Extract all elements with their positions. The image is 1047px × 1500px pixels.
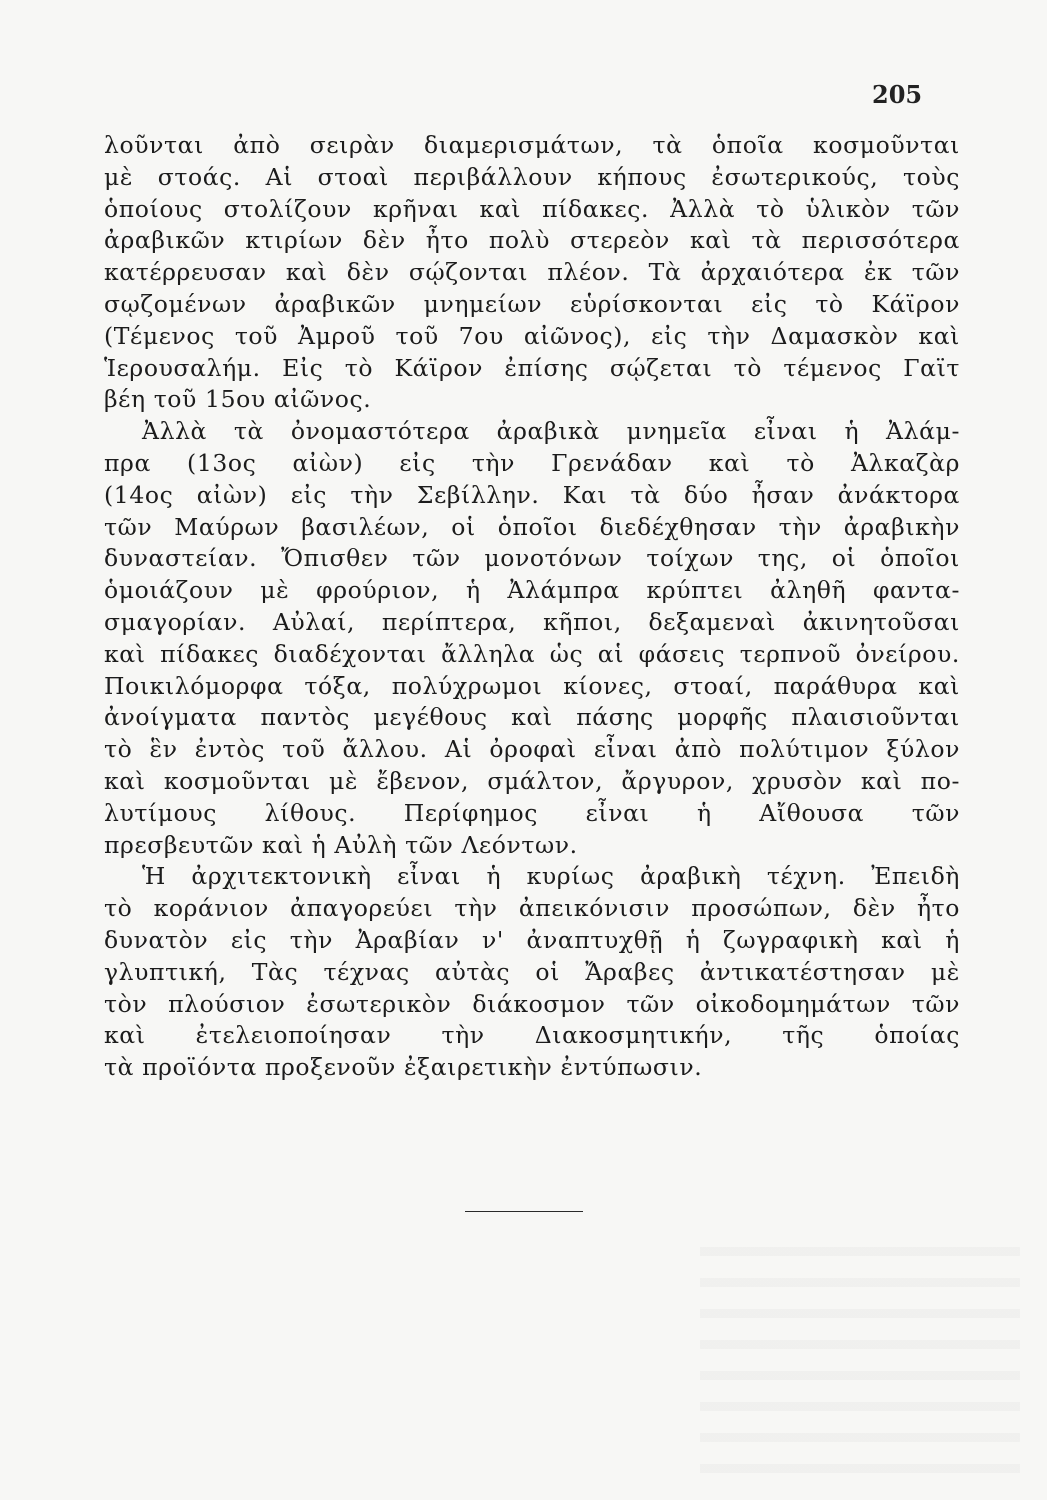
- text-line: πρεσβευτῶν καὶ ἡ Αὐλὴ τῶν Λεόντων.: [104, 830, 578, 859]
- page-number: 205: [872, 80, 923, 109]
- text-line: γλυπτική, Τὰς τέχνας αὐτὰς οἱ Ἄραβες ἀντικατέστησαν μὲ: [104, 957, 960, 986]
- text-line: Ἡ ἀρχιτεκτονικὴ εἶναι ἡ κυρίως ἀραβικὴ τέχνη. Ἐπειδὴ: [142, 862, 960, 891]
- text-line: Ἱερουσαλήμ. Εἰς τὸ Κάϊρον ἐπίσης σῴζεται τὸ τέμενος Γαϊτ: [104, 353, 960, 382]
- text-line: ἀνοίγματα παντὸς μεγέθους καὶ πάσης μορφῆς πλαισιοῦνται: [104, 703, 960, 732]
- text-line: Ποικιλόμορφα τόξα, πολύχρωμοι κίονες, στοαί, παράθυρα καὶ: [104, 671, 960, 700]
- text-line: τὰ προϊόντα προξενοῦν ἐξαιρετικὴν ἐντύπωσιν.: [104, 1053, 703, 1082]
- body-text: [104, 130, 960, 1084]
- text-line: πρα (13ος αἰὼν) εἰς τὴν Γρενάδαν καὶ τὸ Ἀλκαζὰρ: [104, 448, 960, 477]
- text-line: (14ος αἰὼν) εἰς τὴν Σεβίλλην. Και τὰ δύο ἦσαν ἀνάκτορα: [104, 480, 960, 509]
- text-line: ὁποίους στολίζουν κρῆναι καὶ πίδακες. Ἀλλὰ τὸ ὑλικὸν τῶν: [104, 194, 960, 223]
- text-line: καὶ ἐτελειοποίησαν τὴν Διακοσμητικήν, τῆς ὁποίας: [104, 1021, 960, 1050]
- text-line: σῳζομένων ἀραβικῶν μνημείων εὑρίσκονται εἰς τὸ Κάϊρον: [104, 289, 960, 318]
- text-line: τὸν πλούσιον ἐσωτερικὸν διάκοσμον τῶν οἰκοδομημάτων τῶν: [104, 989, 960, 1018]
- text-line: μὲ στοάς. Αἱ στοαὶ περιβάλλουν κήπους ἐσωτερικούς, τοὺς: [104, 162, 960, 191]
- text-line: κατέρρευσαν καὶ δὲν σῴζονται πλέον. Τὰ ἀρχαιότερα ἐκ τῶν: [104, 258, 960, 287]
- text-line: τὸ κοράνιον ἀπαγορεύει τὴν ἀπεικόνισιν προσώπων, δὲν ἦτο: [104, 894, 960, 923]
- text-line: δυνατὸν εἰς τὴν Ἀραβίαν ν' ἀναπτυχθῇ ἡ ζωγραφικὴ καὶ ἡ: [104, 925, 960, 954]
- text-line: καὶ πίδακες διαδέχονται ἄλληλα ὡς αἱ φάσεις τερπνοῦ ὀνείρου.: [104, 639, 960, 668]
- show-through: [700, 1225, 1020, 1475]
- text-line: δυναστείαν. Ὄπισθεν τῶν μονοτόνων τοίχων της, οἱ ὁποῖοι: [104, 544, 960, 573]
- text-line: ἀραβικῶν κτιρίων δὲν ἦτο πολὺ στερεὸν καὶ τὰ περισσότερα: [104, 226, 960, 255]
- text-line: σμαγορίαν. Αὐλαί, περίπτερα, κῆποι, δεξαμεναὶ ἀκινητοῦσαι: [104, 607, 960, 636]
- text-line: τὸ ἓν ἐντὸς τοῦ ἄλλου. Αἱ ὀροφαὶ εἶναι ἀπὸ πολύτιμον ξύλον: [104, 735, 960, 764]
- text-line: (Τέμενος τοῦ Ἀμροῦ τοῦ 7ου αἰῶνος), εἰς τὴν Δαμασκὸν καὶ: [104, 321, 960, 350]
- text-line: βέη τοῦ 15ου αἰῶνος.: [104, 385, 372, 414]
- text-line: λοῦνται ἀπὸ σειρὰν διαμερισμάτων, τὰ ὁποῖα κοσμοῦνται: [104, 131, 960, 159]
- text-line: Ἀλλὰ τὰ ὀνομαστότερα ἀραβικὰ μνημεῖα εἶναι ἡ Ἀλάμ-: [142, 417, 960, 446]
- text-line: ὁμοιάζουν μὲ φρούριον, ἡ Ἀλάμπρα κρύπτει ἀληθῆ φαντα-: [104, 576, 960, 605]
- text-line: τῶν Μαύρων βασιλέων, οἱ ὁποῖοι διεδέχθησαν τὴν ἀραβικὴν: [104, 512, 960, 541]
- section-divider: [465, 1211, 583, 1212]
- text-line: λυτίμους λίθους. Περίφημος εἶναι ἡ Αἴθουσα τῶν: [104, 798, 960, 827]
- text-line: καὶ κοσμοῦνται μὲ ἔβενον, σμάλτον, ἄργυρον, χρυσὸν καὶ πο-: [104, 766, 960, 795]
